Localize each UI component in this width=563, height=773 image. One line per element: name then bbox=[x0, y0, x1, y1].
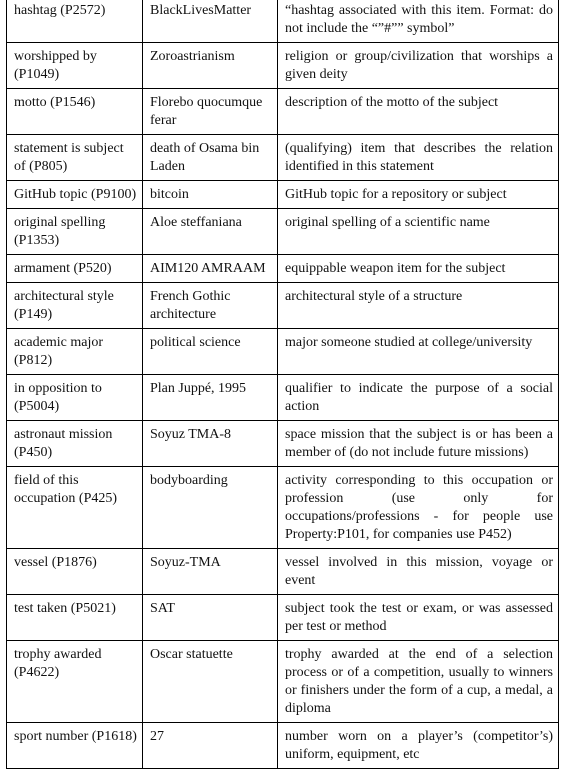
table-row bbox=[7, 641, 559, 723]
description-cell: original spelling of a scientific name bbox=[278, 209, 559, 255]
description-cell: GitHub topic for a repository or subject bbox=[278, 181, 559, 209]
description-cell: activity corresponding to this occupation or profession (use only for occupations/professions - for people use Property:P101, for companies use P452) bbox=[278, 467, 559, 549]
table-row bbox=[7, 421, 559, 467]
table-row bbox=[7, 549, 559, 595]
table-row bbox=[7, 181, 559, 209]
description-cell: (qualifying) item that describes the relation identified in this statement bbox=[278, 135, 559, 181]
table-row bbox=[7, 0, 559, 43]
table-row bbox=[7, 467, 559, 549]
property-table-body bbox=[7, 0, 559, 769]
table-row bbox=[7, 329, 559, 375]
property-cell: astronaut mission (P450) bbox=[7, 421, 143, 467]
description-cell: religion or group/civilization that worships a given deity bbox=[278, 43, 559, 89]
description-cell: number worn on a player’s (competitor’s) uniform, equipment, etc bbox=[278, 723, 559, 769]
example-cell: Aloe steffaniana bbox=[143, 209, 278, 255]
table-row bbox=[7, 43, 559, 89]
property-table bbox=[6, 0, 559, 769]
property-cell: armament (P520) bbox=[7, 255, 143, 283]
table-row bbox=[7, 595, 559, 641]
description-cell: major someone studied at college/university bbox=[278, 329, 559, 375]
example-cell: 27 bbox=[143, 723, 278, 769]
description-cell: “hashtag associated with this item. Format: do not include the “”#”” symbol” bbox=[278, 0, 559, 43]
example-cell: bitcoin bbox=[143, 181, 278, 209]
description-cell: qualifier to indicate the purpose of a social action bbox=[278, 375, 559, 421]
property-cell: sport number (P1618) bbox=[7, 723, 143, 769]
example-cell: French Gothic architecture bbox=[143, 283, 278, 329]
example-cell: AIM120 AMRAAM bbox=[143, 255, 278, 283]
example-cell: political science bbox=[143, 329, 278, 375]
example-cell: bodyboarding bbox=[143, 467, 278, 549]
example-cell: Florebo quocumque ferar bbox=[143, 89, 278, 135]
example-cell: Soyuz TMA-8 bbox=[143, 421, 278, 467]
description-cell: space mission that the subject is or has been a member of (do not include future missions) bbox=[278, 421, 559, 467]
property-cell: statement is subject of (P805) bbox=[7, 135, 143, 181]
table-row bbox=[7, 283, 559, 329]
table-row bbox=[7, 255, 559, 283]
property-cell: field of this occupation (P425) bbox=[7, 467, 143, 549]
table-row bbox=[7, 135, 559, 181]
example-cell: Plan Juppé, 1995 bbox=[143, 375, 278, 421]
property-cell: academic major (P812) bbox=[7, 329, 143, 375]
description-cell: equippable weapon item for the subject bbox=[278, 255, 559, 283]
example-cell: Soyuz-TMA bbox=[143, 549, 278, 595]
property-cell: trophy awarded (P4622) bbox=[7, 641, 143, 723]
property-cell: vessel (P1876) bbox=[7, 549, 143, 595]
table-row bbox=[7, 723, 559, 769]
example-cell: Zoroastrianism bbox=[143, 43, 278, 89]
property-cell: motto (P1546) bbox=[7, 89, 143, 135]
description-cell: architectural style of a structure bbox=[278, 283, 559, 329]
property-cell: hashtag (P2572) bbox=[7, 0, 143, 43]
example-cell: BlackLivesMatter bbox=[143, 0, 278, 43]
property-cell: worshipped by (P1049) bbox=[7, 43, 143, 89]
description-cell: trophy awarded at the end of a selection process or of a competition, usually to winners or finishers under the form of a cup, a medal, a diploma bbox=[278, 641, 559, 723]
table-row bbox=[7, 375, 559, 421]
table-row bbox=[7, 89, 559, 135]
property-cell: GitHub topic (P9100) bbox=[7, 181, 143, 209]
property-cell: architectural style (P149) bbox=[7, 283, 143, 329]
property-cell: in opposition to (P5004) bbox=[7, 375, 143, 421]
description-cell: subject took the test or exam, or was assessed per test or method bbox=[278, 595, 559, 641]
property-cell: test taken (P5021) bbox=[7, 595, 143, 641]
property-cell: original spelling (P1353) bbox=[7, 209, 143, 255]
example-cell: SAT bbox=[143, 595, 278, 641]
description-cell: description of the motto of the subject bbox=[278, 89, 559, 135]
description-cell: vessel involved in this mission, voyage or event bbox=[278, 549, 559, 595]
example-cell: death of Osama bin Laden bbox=[143, 135, 278, 181]
table-row bbox=[7, 209, 559, 255]
example-cell: Oscar statuette bbox=[143, 641, 278, 723]
